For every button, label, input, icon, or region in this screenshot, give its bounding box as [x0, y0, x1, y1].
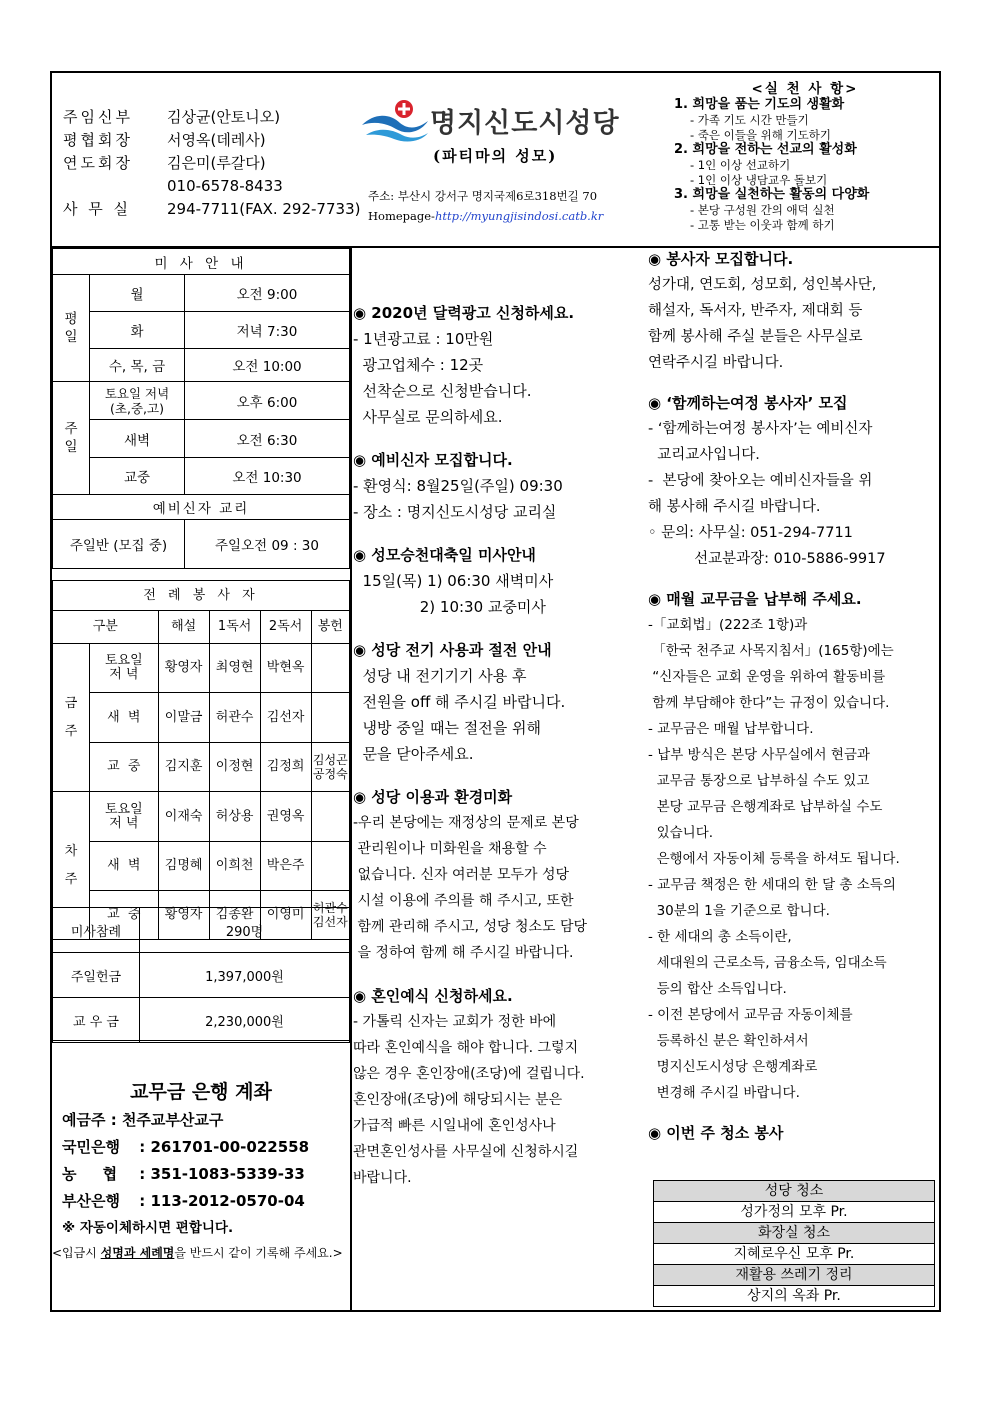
announcements-right [648, 246, 940, 1160]
column-divider [350, 246, 352, 1312]
notice-line: 해설자, 독서자, 반주자, 제대회 등 [648, 303, 863, 319]
notice-line: “신자들은 교회 운영을 위하여 활동비를 [648, 669, 886, 685]
notice-line: 2) 10:30 교중미사 [353, 598, 546, 616]
notice-heading: ◉ 성당 이용과 환경미화 [353, 788, 513, 806]
staff-list [63, 106, 360, 221]
service-person: 허관수 [209, 693, 260, 743]
patron-name: (파티마의 성모) [433, 147, 558, 165]
notice-line: 냉방 중일 때는 절전을 위해 [353, 719, 541, 737]
mass-day: 새벽 [90, 420, 185, 458]
notice-line: 등록하신 분은 확인하셔서 [648, 1033, 809, 1049]
notice-line: 을 정하여 함께 해 주시길 바랍니다. [353, 945, 574, 961]
notice-line: 바랍니다. [353, 1170, 412, 1186]
notice-line: - ‘함께하는여정 봉사자’는 예비신자 [648, 421, 873, 437]
mass-day: 교중 [90, 458, 185, 495]
service-person [311, 693, 349, 743]
notice-line: - 가톨릭 신자는 교회가 정한 바에 [353, 1014, 557, 1030]
practice-sub: - 1인 이상 냉담교우 돌보기 [690, 172, 828, 187]
notice-heading: ◉ 성당 전기 사용과 절전 안내 [353, 641, 552, 659]
practice-heading: 3. 희망을 실천하는 활동의 다양화 [674, 187, 870, 202]
service-person: 황영자 [158, 644, 209, 693]
service-header: 2독서 [260, 611, 311, 644]
deposit-note-text: <입금시 [52, 1246, 101, 1260]
service-header: 해설 [158, 611, 209, 644]
summary-label: 주일헌금 [53, 953, 140, 998]
liturgy-servers-table [52, 580, 350, 940]
service-person: 이재숙 [158, 792, 209, 842]
notice-line: 15일(목) 1) 06:30 새벽미사 [353, 572, 554, 590]
notice-line: -「교회법」(222조 1항)과 [648, 617, 808, 633]
service-person: 김지훈 [158, 743, 209, 792]
notice-line: 문을 닫아주세요. [353, 745, 474, 763]
service-person: 이정현 [209, 743, 260, 792]
mass-day: 토요일 저녁 (초,중,고) [90, 382, 185, 420]
church-name: 명지신도시성당 [430, 108, 620, 139]
mass-day: 화 [90, 312, 185, 349]
dues-notice [648, 586, 940, 1106]
mass-time: 저녁 7:30 [185, 312, 350, 349]
notice-line: 선착순으로 신청받습니다. [353, 382, 532, 400]
church-logo [360, 97, 645, 147]
notice-line: - 장소 : 명지신도시성당 교리실 [353, 503, 557, 521]
offering-value: 1,397,000원 [140, 953, 350, 998]
next-week-label: 차 주 [53, 792, 90, 940]
practice-sub: - 죽은 이들을 위해 기도하기 [690, 127, 831, 142]
church-address: 주소: 부산시 강서구 명지국제6로318번길 70 [368, 189, 598, 203]
notice-line: ◦ 문의: 사무실: 051-294-7711 [648, 525, 853, 541]
homepage-link[interactable]: http://myungjisindosi.catb.kr [434, 209, 604, 223]
staff-name: 김상균(안토니오) [167, 108, 281, 126]
summary-label: 교 우 금 [53, 998, 140, 1043]
notice-heading: ◉ 2020년 달력광고 신청하세요. [353, 304, 575, 322]
volunteer-notice [648, 246, 940, 376]
account-number: : 113-2012-0570-04 [139, 1192, 305, 1210]
staff-role: 평협회장 [63, 131, 133, 149]
notice-heading: ◉ 이번 주 청소 봉사 [648, 1124, 784, 1142]
notice-line: 은행에서 자동이체 등록을 하셔도 됩니다. [648, 851, 900, 867]
notice-line: - 교무금 책정은 한 세대의 한 달 총 소득의 [648, 877, 896, 893]
mass-day: 월 [90, 275, 185, 312]
cleaning-group: 상지의 옥좌 Pr. [654, 1286, 935, 1307]
notice-line: 가급적 빠른 시일내에 혼인성사나 [353, 1118, 556, 1134]
service-person: 박현옥 [260, 644, 311, 693]
catechumen-time: 주일오전 09 : 30 [185, 520, 350, 569]
notice-line: 없습니다. 신자 여러분 모두가 성당 [353, 867, 570, 883]
auto-transfer-note: ※ 자동이체하시면 편합니다. [62, 1220, 234, 1236]
service-slot: 교 중 [90, 891, 159, 940]
electricity-notice [353, 637, 643, 767]
practice-heading: 1. 희망을 품는 기도의 생활화 [674, 97, 845, 112]
service-person: 김명혜 [158, 842, 209, 891]
notice-line: 본당 교무금 은행계좌로 납부하실 수도 [648, 799, 883, 815]
announcements-middle [353, 300, 643, 1208]
assumption-mass-notice [353, 542, 643, 620]
notice-line: 관면혼인성사를 사무실에 신청하시길 [353, 1144, 579, 1160]
service-slot: 새 벽 [90, 842, 159, 891]
holder-name: 천주교부산교구 [121, 1111, 224, 1129]
notice-line: 등의 합산 소득입니다. [648, 981, 787, 997]
service-slot: 새 벽 [90, 693, 159, 743]
catechumen-class: 주일반 (모집 중) [53, 520, 185, 569]
notice-heading: ◉ 성모승천대축일 미사안내 [353, 546, 536, 564]
notice-line: 30분의 1을 기준으로 합니다. [648, 903, 830, 919]
bank-title: 교무금 은행 계좌 [130, 1081, 272, 1103]
service-header: 구분 [53, 611, 159, 644]
mass-time: 오전 10:00 [185, 349, 350, 382]
service-person: 박은주 [260, 842, 311, 891]
homepage-label: Homepage- [368, 209, 435, 223]
service-person: 김성곤 공정숙 [311, 743, 349, 792]
holder-label: 예금주 : [62, 1111, 117, 1129]
staff-role: 연도회장 [63, 154, 133, 172]
mass-time: 오전 9:00 [185, 275, 350, 312]
mass-schedule-table [52, 248, 350, 569]
notice-line: 성가대, 연도회, 성모회, 성인복사단, [648, 277, 877, 293]
notice-line: 연락주시길 바랍니다. [648, 355, 784, 371]
dues-value: 2,230,000원 [140, 998, 350, 1043]
attendance-value: 290명 [140, 908, 350, 953]
cleaning-task: 화장실 청소 [654, 1223, 935, 1244]
notice-line: 해 봉사해 주시길 바랍니다. [648, 499, 821, 515]
notice-line: - 납부 방식은 본당 사무실에서 현금과 [648, 747, 870, 763]
cleaning-group: 지혜로우신 모후 Pr. [654, 1244, 935, 1265]
service-person [311, 842, 349, 891]
service-person: 황영자 [158, 891, 209, 940]
service-person: 권영옥 [260, 792, 311, 842]
practice-title: <실 천 사 항> [751, 81, 859, 97]
notice-line: 있습니다. [648, 825, 714, 841]
notice-line: 세대원의 근로소득, 금융소득, 임대소득 [648, 955, 887, 971]
notice-line: 성당 내 전기기기 사용 후 [353, 667, 527, 685]
notice-line: 사무실로 문의하세요. [353, 408, 503, 426]
service-person: 최영현 [209, 644, 260, 693]
sunday-label: 주 일 [53, 382, 90, 495]
notice-line: 광고업체수 : 12곳 [353, 356, 484, 374]
notice-line: 함께 부담해야 한다”는 규정이 있습니다. [648, 695, 890, 711]
church-address-block [368, 186, 603, 226]
practice-heading: 2. 희망을 전하는 선교의 활성화 [674, 142, 857, 157]
bank-name: 국민은행 [62, 1138, 120, 1156]
service-slot: 토요일 저 녁 [90, 792, 159, 842]
staff-role: 주임신부 [63, 108, 133, 126]
notice-line: 명지신도시성당 은행계좌로 [648, 1059, 818, 1075]
mass-time: 오전 10:30 [185, 458, 350, 495]
notice-line: 변경해 주시길 바랍니다. [648, 1085, 800, 1101]
bank-name: 부산은행 [62, 1192, 120, 1210]
summary-label: 미사참례 [53, 908, 140, 953]
notice-line: - 이전 본당에서 교무금 자동이체를 [648, 1007, 853, 1023]
bank-name: 농 협 [62, 1165, 118, 1183]
account-number: : 351-1083-5339-33 [139, 1165, 305, 1183]
practice-sub: - 가족 기도 시간 만들기 [690, 113, 809, 127]
notice-line: 교무금 통장으로 납부하실 수도 있고 [648, 773, 870, 789]
this-week-label: 금 주 [53, 644, 90, 792]
mass-title: 미 사 안 내 [53, 249, 350, 275]
service-person: 이영미 [260, 891, 311, 940]
service-person: 이희천 [209, 842, 260, 891]
deposit-note-text: 을 반드시 같이 기록해 주세요.> [174, 1246, 343, 1260]
staff-name: 서영옥(데레사) [167, 131, 266, 149]
mass-time: 오후 6:00 [185, 382, 350, 420]
service-slot: 교 중 [90, 743, 159, 792]
staff-name: 김은미(루갈다) [167, 154, 266, 172]
notice-line: -우리 본당에는 재정상의 문제로 본당 [353, 815, 579, 831]
notice-line: 관리원이나 미화원을 채용할 수 [353, 841, 547, 857]
account-number: : 261701-00-022558 [139, 1138, 310, 1156]
notice-line: - 본당에 찾아오는 예비신자들을 위 [648, 473, 873, 489]
notice-line: 함께 관리해 주시고, 성당 청소도 담당 [353, 919, 588, 935]
practice-sub: - 본당 구성원 간의 애덕 실천 [690, 203, 835, 217]
cleaning-duty-table [653, 1180, 935, 1307]
notice-heading: ◉ 봉사자 모집합니다. [648, 250, 794, 268]
practice-sub: - 1인 이상 선교하기 [690, 158, 791, 172]
notice-line: 선교분과장: 010-5886-9917 [648, 551, 886, 567]
practice-sub: - 고통 받는 이웃과 함께 하기 [690, 217, 835, 232]
notice-line: 함께 봉사해 주실 분들은 사무실로 [648, 329, 863, 345]
wave-cross-icon [360, 97, 430, 143]
notice-line: - 한 세대의 총 소득이란, [648, 929, 792, 945]
service-person: 김종완 [209, 891, 260, 940]
cleaning-group: 성가정의 모후 Pr. [654, 1202, 935, 1223]
service-person: 김정희 [260, 743, 311, 792]
service-title: 전 례 봉 사 자 [53, 581, 350, 611]
journey-volunteer-notice [648, 390, 940, 572]
calendar-ad-notice [353, 300, 643, 430]
service-header: 1독서 [209, 611, 260, 644]
service-person: 허관수 김선자 [311, 891, 349, 940]
notice-heading: ◉ ‘함께하는여정 봉사자’ 모집 [648, 394, 848, 412]
cleaning-task: 성당 청소 [654, 1181, 935, 1202]
notice-line: - 환영식: 8월25일(주일) 09:30 [353, 477, 563, 495]
weekly-summary-table [52, 907, 350, 1043]
notice-line: - 교무금은 매월 납부합니다. [648, 721, 814, 737]
bank-account-box [52, 1040, 350, 1313]
service-person [311, 644, 349, 693]
mass-day: 수, 목, 금 [90, 349, 185, 382]
staff-phone: 010-6578-8433 [167, 177, 283, 195]
service-person [311, 792, 349, 842]
notice-heading: ◉ 혼인예식 신청하세요. [353, 987, 513, 1005]
notice-line: 않은 경우 혼인장애(조당)에 걸립니다. [353, 1066, 585, 1082]
notice-line: 혼인장애(조당)에 해당되시는 분은 [353, 1092, 563, 1108]
notice-heading: ◉ 예비신자 모집합니다. [353, 451, 513, 469]
notice-line: 「한국 천주교 사목지침서」(165항)에는 [648, 643, 894, 659]
office-phone: 294-7711(FAX. 292-7733) [167, 200, 361, 218]
cleaning-notice [648, 1120, 940, 1146]
church-cleaning-notice [353, 784, 643, 966]
practice-items [674, 81, 936, 232]
service-person: 김선자 [260, 693, 311, 743]
catechumen-notice [353, 447, 643, 525]
service-person: 허상용 [209, 792, 260, 842]
mass-time: 오전 6:30 [185, 420, 350, 458]
notice-line: - 1년광고료 : 10만원 [353, 330, 494, 348]
notice-line: 전원을 off 해 주시길 바랍니다. [353, 693, 566, 711]
deposit-note [52, 1246, 350, 1261]
weekday-label: 평 일 [53, 275, 90, 382]
cleaning-task: 재활용 쓰레기 정리 [654, 1265, 935, 1286]
service-person: 이말금 [158, 693, 209, 743]
notice-heading: ◉ 매월 교무금을 납부해 주세요. [648, 590, 862, 608]
notice-line: 시설 이용에 주의를 해 주시고, 또한 [353, 893, 574, 909]
service-slot: 토요일 저 녁 [90, 644, 159, 693]
notice-line: 교리교사입니다. [648, 447, 760, 463]
staff-role: 사 무 실 [63, 200, 132, 218]
service-header: 봉헌 [311, 611, 349, 644]
catechumen-title: 예비신자 교리 [53, 495, 350, 520]
deposit-note-emphasis: 성명과 세례명 [100, 1246, 175, 1260]
marriage-notice [353, 983, 643, 1191]
notice-line: 따라 혼인예식을 해야 합니다. 그렇지 [353, 1040, 579, 1056]
